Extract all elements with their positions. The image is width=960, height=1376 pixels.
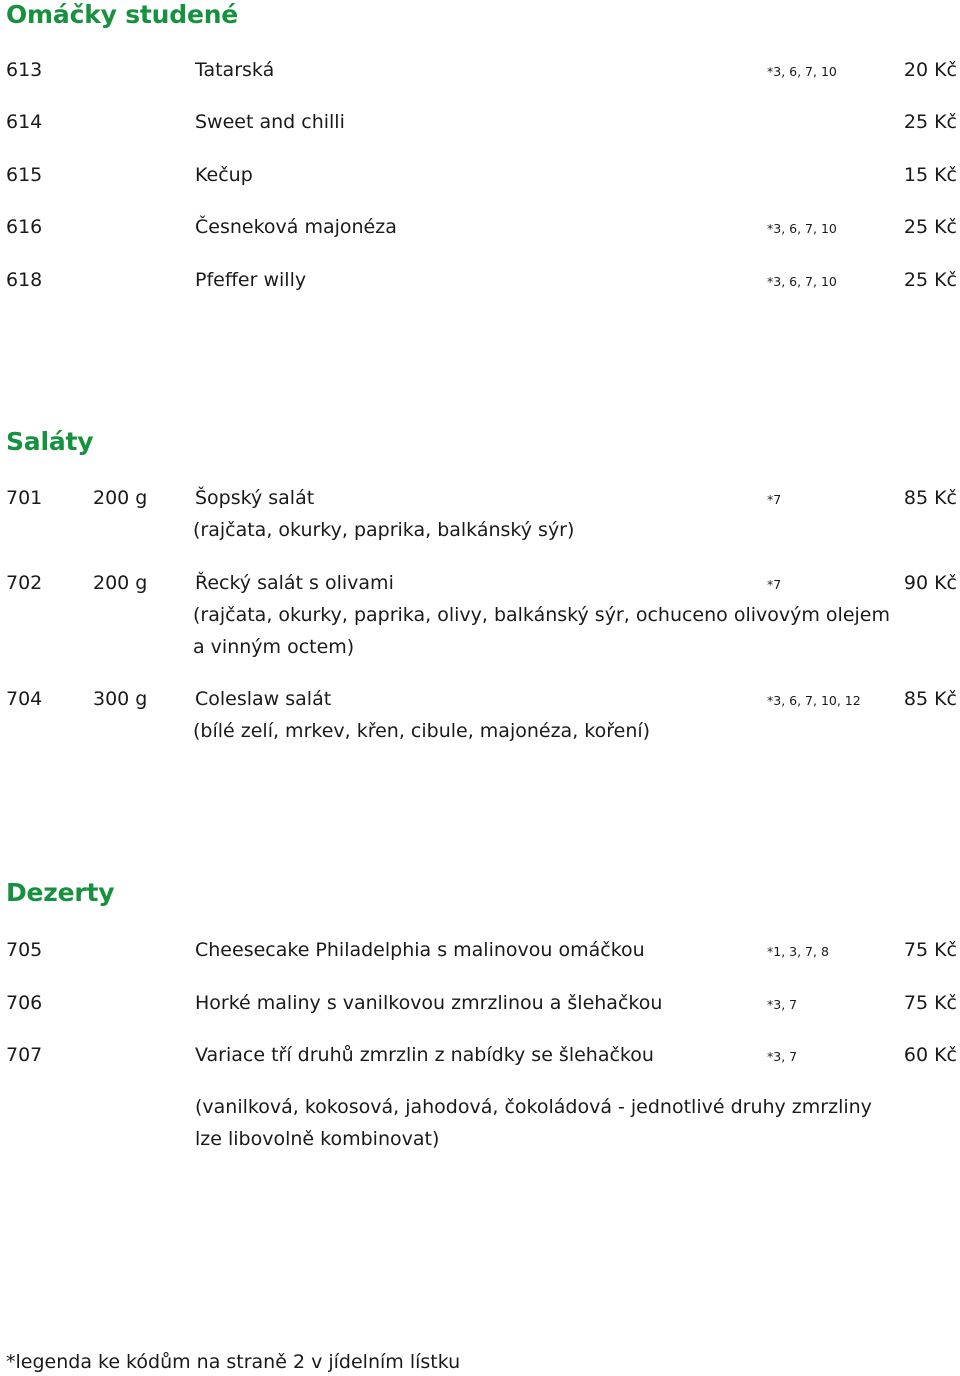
item-description: (rajčata, okurky, paprika, balkánský sýr) — [193, 519, 575, 541]
item-weight: 300 g — [93, 688, 148, 710]
section-title-salads: Saláty — [6, 427, 94, 456]
item-code: 706 — [6, 992, 43, 1014]
item-name: Pfeffer willy — [195, 269, 307, 291]
item-price: 15 Kč — [903, 164, 957, 186]
item-name: Kečup — [195, 164, 253, 186]
item-code: 702 — [6, 572, 43, 594]
item-allergens: *3, 6, 7, 10, 12 — [767, 693, 861, 708]
item-weight: 200 g — [93, 572, 148, 594]
item-code: 618 — [6, 269, 43, 291]
section-title-sauces: Omáčky studené — [6, 0, 239, 29]
item-price: 25 Kč — [903, 216, 957, 238]
item-description: (rajčata, okurky, paprika, olivy, balkánský sýr, ochuceno olivovým olejem — [193, 604, 890, 626]
item-price: 20 Kč — [903, 59, 957, 81]
item-code: 613 — [6, 59, 43, 81]
item-code: 707 — [6, 1044, 43, 1066]
item-code: 701 — [6, 487, 43, 509]
item-allergens: *3, 7 — [767, 997, 798, 1012]
item-weight: 200 g — [93, 487, 148, 509]
item-name: Coleslaw salát — [195, 688, 332, 710]
item-name: Česneková majonéza — [195, 216, 397, 238]
item-code: 616 — [6, 216, 43, 238]
section-title-desserts: Dezerty — [6, 878, 115, 907]
item-name: Řecký salát s olivami — [195, 572, 394, 594]
item-price: 85 Kč — [903, 688, 957, 710]
item-description: a vinným octem) — [193, 636, 355, 658]
item-description: (bílé zelí, mrkev, křen, cibule, majonéza, koření) — [193, 720, 651, 742]
item-name: Tatarská — [195, 59, 275, 81]
item-name: Cheesecake Philadelphia s malinovou omáčkou — [195, 939, 645, 961]
item-code: 615 — [6, 164, 43, 186]
item-price: 85 Kč — [903, 487, 957, 509]
dessert-note: lze libovolně kombinovat) — [195, 1128, 440, 1150]
footer-legend-note: *legenda ke kódům na straně 2 v jídelním lístku — [6, 1351, 461, 1373]
item-price: 75 Kč — [903, 939, 957, 961]
item-price: 25 Kč — [903, 111, 957, 133]
item-allergens: *3, 6, 7, 10 — [767, 221, 837, 236]
item-name: Sweet and chilli — [195, 111, 345, 133]
item-allergens: *3, 6, 7, 10 — [767, 274, 837, 289]
item-code: 614 — [6, 111, 43, 133]
item-code: 704 — [6, 688, 43, 710]
item-allergens: *3, 6, 7, 10 — [767, 64, 837, 79]
item-name: Horké maliny s vanilkovou zmrzlinou a šlehačkou — [195, 992, 663, 1014]
item-name: Variace tří druhů zmrzlin z nabídky se šlehačkou — [195, 1044, 654, 1066]
item-price: 75 Kč — [903, 992, 957, 1014]
item-price: 25 Kč — [903, 269, 957, 291]
item-allergens: *7 — [767, 577, 782, 592]
item-allergens: *7 — [767, 492, 782, 507]
item-price: 60 Kč — [903, 1044, 957, 1066]
item-code: 705 — [6, 939, 43, 961]
item-name: Šopský salát — [195, 487, 315, 509]
item-price: 90 Kč — [903, 572, 957, 594]
item-allergens: *3, 7 — [767, 1049, 798, 1064]
dessert-note: (vanilková, kokosová, jahodová, čokoládová - jednotlivé druhy zmrzliny — [195, 1096, 872, 1118]
item-allergens: *1, 3, 7, 8 — [767, 944, 829, 959]
